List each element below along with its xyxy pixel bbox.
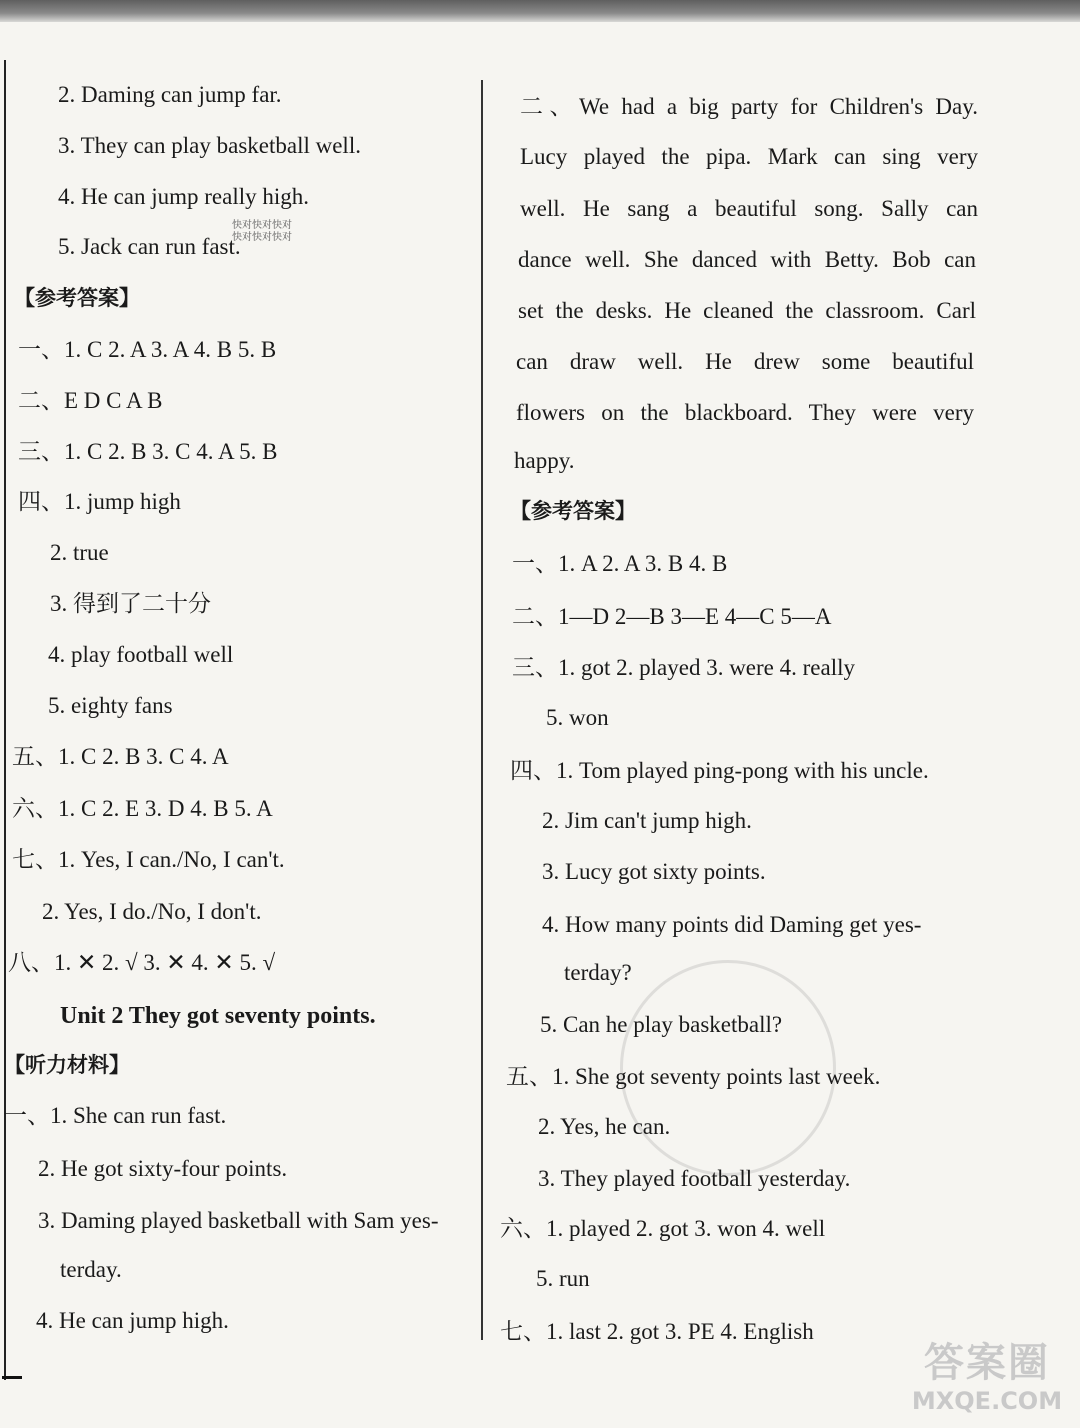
listening-line: 5. Jack can run fast. <box>58 234 241 259</box>
answer-line: 5. won <box>546 705 609 730</box>
unit-title: Unit 2 They got seventy points. <box>60 1003 376 1029</box>
answer-line: 六、1. C 2. E 3. D 4. B 5. A <box>12 796 273 821</box>
answer-line: 三、1. got 2. played 3. were 4. really <box>512 655 855 680</box>
passage-line: dance well. She danced with Betty. Bob can <box>518 247 976 272</box>
listening-line: 2. Daming can jump far. <box>58 82 282 107</box>
answer-line: 5. Can he play basketball? <box>540 1012 783 1037</box>
answer-line: 3. They played football yesterday. <box>538 1166 851 1191</box>
answer-line: 四、1. Tom played ping-pong with his uncle. <box>510 758 929 783</box>
passage-line: can draw well. He drew some beautiful <box>516 349 974 374</box>
answer-line: 二、E D C A B <box>18 388 163 413</box>
passage-line: flowers on the blackboard. They were very <box>516 400 974 425</box>
answer-line: 4. play football well <box>48 642 234 667</box>
answer-line: 七、1. Yes, I can./No, I can't. <box>12 847 285 872</box>
answer-line: 六、1. played 2. got 3. won 4. well <box>500 1216 826 1241</box>
passage-line: Lucy played the pipa. Mark can sing very <box>520 144 978 169</box>
answer-line: 二、1—D 2—B 3—E 4—C 5—A <box>512 604 832 629</box>
left-margin-rule <box>4 60 6 1380</box>
listening-heading: 【听力材料】 <box>4 1053 130 1077</box>
answer-line: 5. eighty fans <box>48 693 173 718</box>
answer-line: 2. true <box>50 540 109 565</box>
listening-line: 2. He got sixty-four points. <box>38 1156 288 1181</box>
answer-line: 2. Yes, he can. <box>538 1114 671 1139</box>
answer-line: 五、1. She got seventy points last week. <box>506 1064 881 1089</box>
listening-line: 一、1. She can run fast. <box>4 1103 227 1128</box>
site-logo <box>898 1340 1076 1424</box>
logo-chinese: 答案圈 <box>924 1340 1050 1386</box>
answer-key-heading: 【参考答案】 <box>14 286 140 310</box>
answer-line: 5. run <box>536 1266 590 1291</box>
page-mark <box>2 1376 22 1379</box>
watermark-stamp <box>232 220 292 244</box>
answer-line: 3. Lucy got sixty points. <box>542 859 766 884</box>
stamp-line: 快对快对快对 <box>232 232 292 243</box>
answer-line: 四、1. jump high <box>18 489 181 514</box>
answer-line: 2. Jim can't jump high. <box>542 808 752 833</box>
stamp-line: 快对快对快对 <box>232 220 292 231</box>
passage-line: well. He sang a beautiful song. Sally can <box>520 196 978 221</box>
listening-line: terday. <box>60 1257 122 1282</box>
listening-line: 4. He can jump high. <box>36 1308 229 1333</box>
answer-line: 3. 得到了二十分 <box>50 591 211 616</box>
column-divider <box>481 80 483 1340</box>
passage-line: 二、We had a big party for Children's Day. <box>520 94 978 119</box>
passage-line: set the desks. He cleaned the classroom. Carl <box>518 298 976 323</box>
logo-url: MXQE.COM <box>911 1387 1063 1415</box>
scan-top-shadow <box>0 0 1080 22</box>
answer-line: 4. How many points did Daming get yes- <box>542 912 922 937</box>
listening-line: 3. Daming played basketball with Sam yes- <box>38 1208 439 1233</box>
answer-line: 三、1. C 2. B 3. C 4. A 5. B <box>18 439 278 464</box>
answer-line: 一、1. A 2. A 3. B 4. B <box>512 551 728 576</box>
answer-line: 2. Yes, I do./No, I don't. <box>42 899 262 924</box>
answer-key-heading: 【参考答案】 <box>510 499 636 523</box>
listening-line: 3. They can play basketball well. <box>58 133 361 158</box>
passage-line: happy. <box>514 448 575 473</box>
listening-line: 4. He can jump really high. <box>58 184 310 209</box>
answer-line: 七、1. last 2. got 3. PE 4. English <box>500 1319 814 1344</box>
answer-line: terday? <box>564 960 632 985</box>
answer-line: 一、1. C 2. A 3. A 4. B 5. B <box>18 337 277 362</box>
answer-line: 八、1. ✕ 2. √ 3. ✕ 4. ✕ 5. √ <box>8 950 276 975</box>
answer-line: 五、1. C 2. B 3. C 4. A <box>12 744 229 769</box>
